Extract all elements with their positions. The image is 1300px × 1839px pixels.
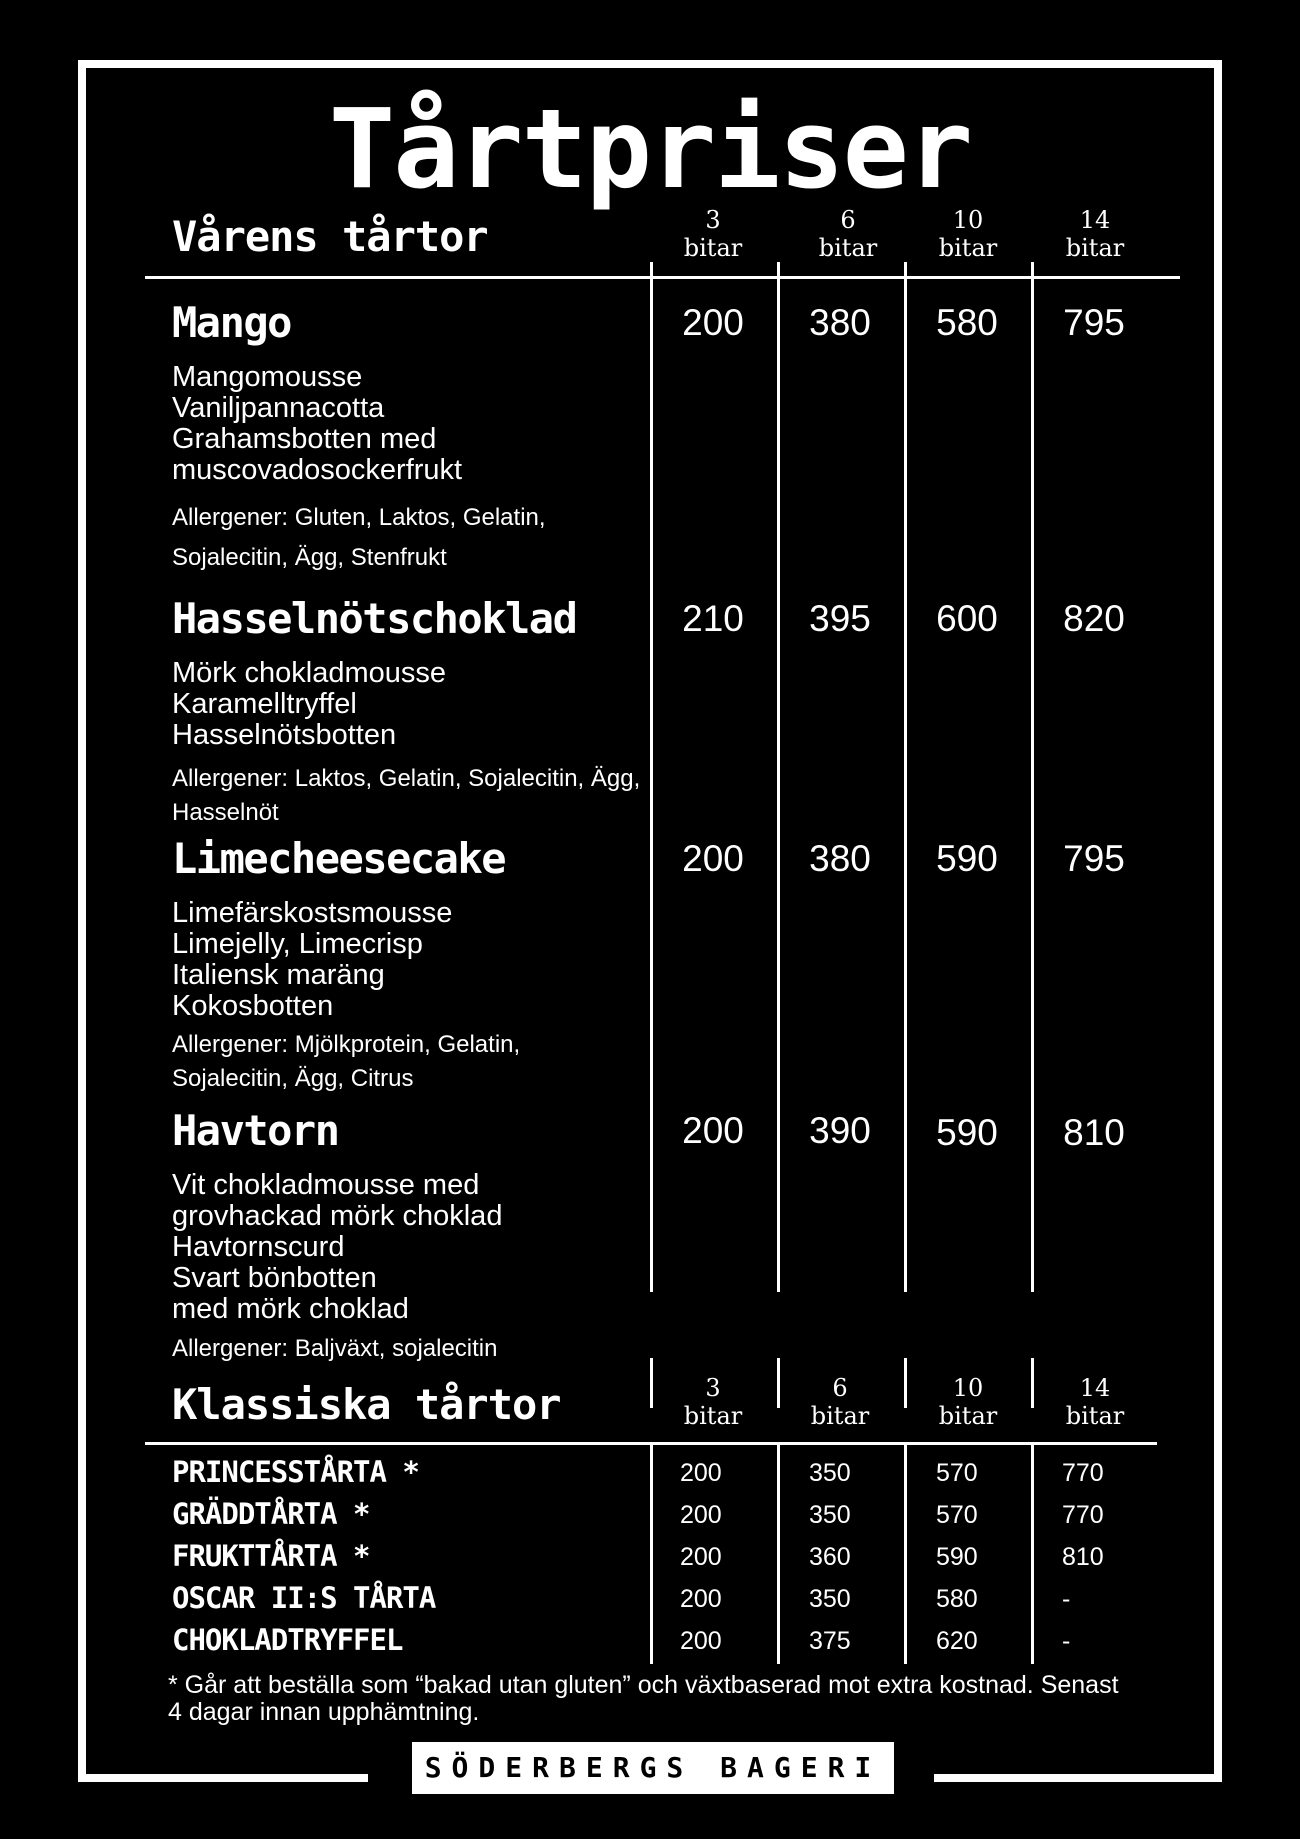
classic-price: 620: [936, 1627, 978, 1655]
classic-price: 375: [809, 1627, 851, 1655]
cake-allergens: Allergener: Mjölkprotein, Gelatin, Sojalecitin, Ägg, Citrus: [172, 1031, 521, 1092]
cake-name: Hasselnötschoklad: [172, 594, 577, 643]
cake-name: Mango: [172, 298, 291, 347]
cake-description: Mörk chokladmousse Karamelltryffel Hasselnötsbotten: [172, 657, 446, 751]
classic-price: 350: [809, 1585, 851, 1613]
price-3: 200: [682, 838, 744, 879]
classic-price: 570: [936, 1501, 978, 1529]
price-6: 380: [809, 838, 871, 879]
classic-price: 590: [936, 1543, 978, 1571]
page-title: Tårtpriser: [328, 85, 972, 213]
classic-price: 350: [809, 1459, 851, 1487]
brand-label: SÖDERBERGS BAGERI: [412, 1742, 894, 1794]
classic-col-6: 6 bitar: [810, 1374, 870, 1430]
classic-price: -: [1062, 1627, 1071, 1655]
spring-heading: Vårens tårtor: [172, 212, 488, 261]
price-3: 200: [682, 302, 744, 343]
classic-col-divider: [904, 1444, 907, 1664]
classic-price: 200: [680, 1585, 722, 1613]
price-3: 200: [682, 1110, 744, 1151]
spring-col-14: 14 bitar: [1065, 206, 1125, 262]
price-14: 795: [1063, 302, 1125, 343]
classic-price: 200: [680, 1459, 722, 1487]
price-3: 210: [682, 598, 744, 639]
cake-description: Mangomousse Vaniljpannacotta Grahamsbotten med muscovadosockerfrukt: [172, 361, 463, 486]
spring-col-6: 6 bitar: [818, 206, 878, 262]
classic-price: 770: [1062, 1459, 1104, 1487]
price-6: 390: [809, 1110, 871, 1151]
price-14: 810: [1063, 1112, 1125, 1153]
price-6: 395: [809, 598, 871, 639]
price-14: 795: [1063, 838, 1125, 879]
price-10: 600: [936, 598, 998, 639]
price-10: 580: [936, 302, 998, 343]
classic-cake-name: PRINCESSTÅRTA *: [172, 1455, 419, 1489]
price-10: 590: [936, 838, 998, 879]
classic-price: 770: [1062, 1501, 1104, 1529]
cake-name: Havtorn: [172, 1106, 339, 1155]
classic-price: 570: [936, 1459, 978, 1487]
cake-allergens: Allergener: Gluten, Laktos, Gelatin, Sojalecitin, Ägg, Stenfrukt: [172, 504, 546, 571]
cake-description: Limefärskostsmousse Limejelly, Limecrisp Italiensk maräng Kokosbotten: [172, 897, 453, 1022]
classic-head-divider: [650, 1358, 653, 1408]
classic-col-divider: [1031, 1444, 1034, 1664]
classic-head-divider: [777, 1358, 780, 1408]
classic-price: -: [1062, 1585, 1071, 1613]
cake-name: Limecheesecake: [172, 834, 506, 883]
classic-price: 580: [936, 1585, 978, 1613]
footnote: * Går att beställa som “bakad utan gluten” och växtbaserad mot extra kostnad. Senast 4 dagar innan upphämtning.: [168, 1671, 1119, 1726]
classic-price: 360: [809, 1543, 851, 1571]
classic-col-10: 10 bitar: [938, 1374, 998, 1430]
classic-head-divider: [904, 1358, 907, 1408]
classic-col-3: 3 bitar: [683, 1374, 743, 1430]
cake-allergens: Allergener: Laktos, Gelatin, Sojalecitin, Ägg, Hasselnöt: [172, 765, 641, 826]
price-6: 380: [809, 302, 871, 343]
cake-allergens: Allergener: Baljväxt, sojalecitin: [172, 1335, 498, 1362]
spring-col-10: 10 bitar: [938, 206, 998, 262]
cake-description: Vit chokladmousse med grovhackad mörk choklad Havtornscurd Svart bönbotten med mörk choklad: [172, 1169, 503, 1325]
classic-price: 200: [680, 1543, 722, 1571]
spring-col-3: 3 bitar: [683, 206, 743, 262]
classic-heading: Klassiska tårtor: [172, 1380, 561, 1429]
classic-price: 810: [1062, 1543, 1104, 1571]
classic-price: 200: [680, 1627, 722, 1655]
classic-head-divider: [1031, 1358, 1034, 1408]
classic-cake-name: GRÄDDTÅRTA *: [172, 1497, 370, 1531]
classic-col-divider: [650, 1444, 653, 1664]
classic-price: 350: [809, 1501, 851, 1529]
classic-cake-name: OSCAR II:S TÅRTA: [172, 1581, 436, 1615]
classic-price: 200: [680, 1501, 722, 1529]
classic-col-14: 14 bitar: [1065, 1374, 1125, 1430]
spring-header-rule: [145, 276, 1180, 279]
classic-col-divider: [777, 1444, 780, 1664]
classic-cake-name: CHOKLADTRYFFEL: [172, 1623, 403, 1657]
classic-cake-name: FRUKTTÅRTA *: [172, 1539, 370, 1573]
price-14: 820: [1063, 598, 1125, 639]
price-10: 590: [936, 1112, 998, 1153]
